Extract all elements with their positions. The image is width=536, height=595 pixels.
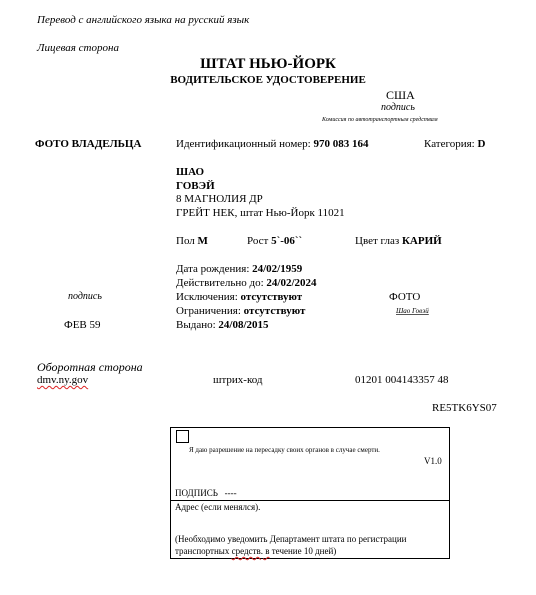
sex-value: М [197,235,208,247]
handwritten-signature: Шао Говэй [396,307,429,315]
exceptions-value: отсутствуют [240,291,303,303]
birth-date-label: Дата рождения: [176,263,250,275]
issued-label: Выдано: [176,319,216,331]
address-line-1: 8 МАГНОЛИЯ ДР [176,193,263,205]
category-value: D [477,138,486,150]
id-number-value: 970 083 164 [313,138,369,150]
restrictions-row [176,306,305,317]
valid-until-row [176,278,317,289]
birth-date-value: 24/02/1959 [252,263,303,275]
sex-label: Пол [176,235,195,247]
document-type: ВОДИТЕЛЬСКОЕ УДОСТОВЕРЕНИЕ [170,74,366,86]
last-name: ШАО [176,166,205,178]
consent-checkbox[interactable] [176,430,189,443]
photo-small-label: ФОТО [389,291,421,303]
category-row [424,139,485,150]
barcode-number: 01201 004143357 48 [355,374,449,386]
table-divider [170,500,450,501]
left-code: ФЕВ 59 [64,319,101,331]
first-name: ГОВЭЙ [176,180,215,192]
restrictions-label: Ограничения: [176,305,241,317]
notice-word-v: в [262,546,270,556]
height-row [247,236,302,247]
category-label: Категория: [424,138,475,150]
restrictions-value: отсутствуют [243,305,306,317]
id-number-row [176,139,368,150]
valid-until-value: 24/02/2024 [266,277,317,289]
signature-caption: подпись [381,102,415,113]
state-title: ШТАТ НЬЮ-ЙОРК [200,56,336,72]
front-side-label: Лицевая сторона [37,42,119,54]
height-value: 5`-06`` [271,235,303,247]
notice-text-a: транспортных [175,546,232,556]
address-line-2: ГРЕЙТ НЕК, штат Нью-Йорк 11021 [176,207,345,219]
issued-value: 24/08/2015 [218,319,269,331]
eye-color-value: КАРИЙ [401,235,442,247]
notice-line-2 [175,547,336,556]
back-side-label: Оборотная сторона [37,360,143,374]
notice-line-1: (Необходимо уведомить Департамент штата по регистрации [175,534,407,544]
exceptions-label: Исключения: [176,291,238,303]
sex-row [176,236,208,247]
address-changed-label: Адрес (если менялся). [175,502,261,512]
barcode-label: штрих-код [213,374,263,386]
notice-word-vehicles: средств [231,546,261,556]
notice-dot: . [260,546,263,556]
holder-signature-caption: подпись [68,291,102,302]
eye-color-label: Цвет глаз [355,235,400,247]
document-code: RE5TK6YS07 [432,402,497,414]
owner-photo-label: ФОТО ВЛАДЕЛЬЦА [35,138,142,150]
translation-note: Перевод с английского языка на русский язык [37,14,250,26]
country: США [386,88,415,102]
height-label: Рост [247,235,269,247]
eye-color-row [355,236,442,247]
birth-date-row [176,264,302,275]
notice-text-e: течение 10 дней) [269,546,337,556]
valid-until-label: Действительно до: [176,277,264,289]
signature-line: ПОДПИСЬ ---- [175,488,237,498]
version-label: V1.0 [424,456,442,466]
organ-consent-text: Я даю разрешение на пересадку своих органов в случае смерти. [189,446,380,454]
issued-row [176,320,269,331]
id-number-label: Идентификационный номер: [176,138,311,150]
exceptions-row [176,292,302,303]
commission-name: Комиссия по автотранспортным средствам [322,117,438,123]
website-link[interactable]: dmv.ny.gov [37,374,89,386]
